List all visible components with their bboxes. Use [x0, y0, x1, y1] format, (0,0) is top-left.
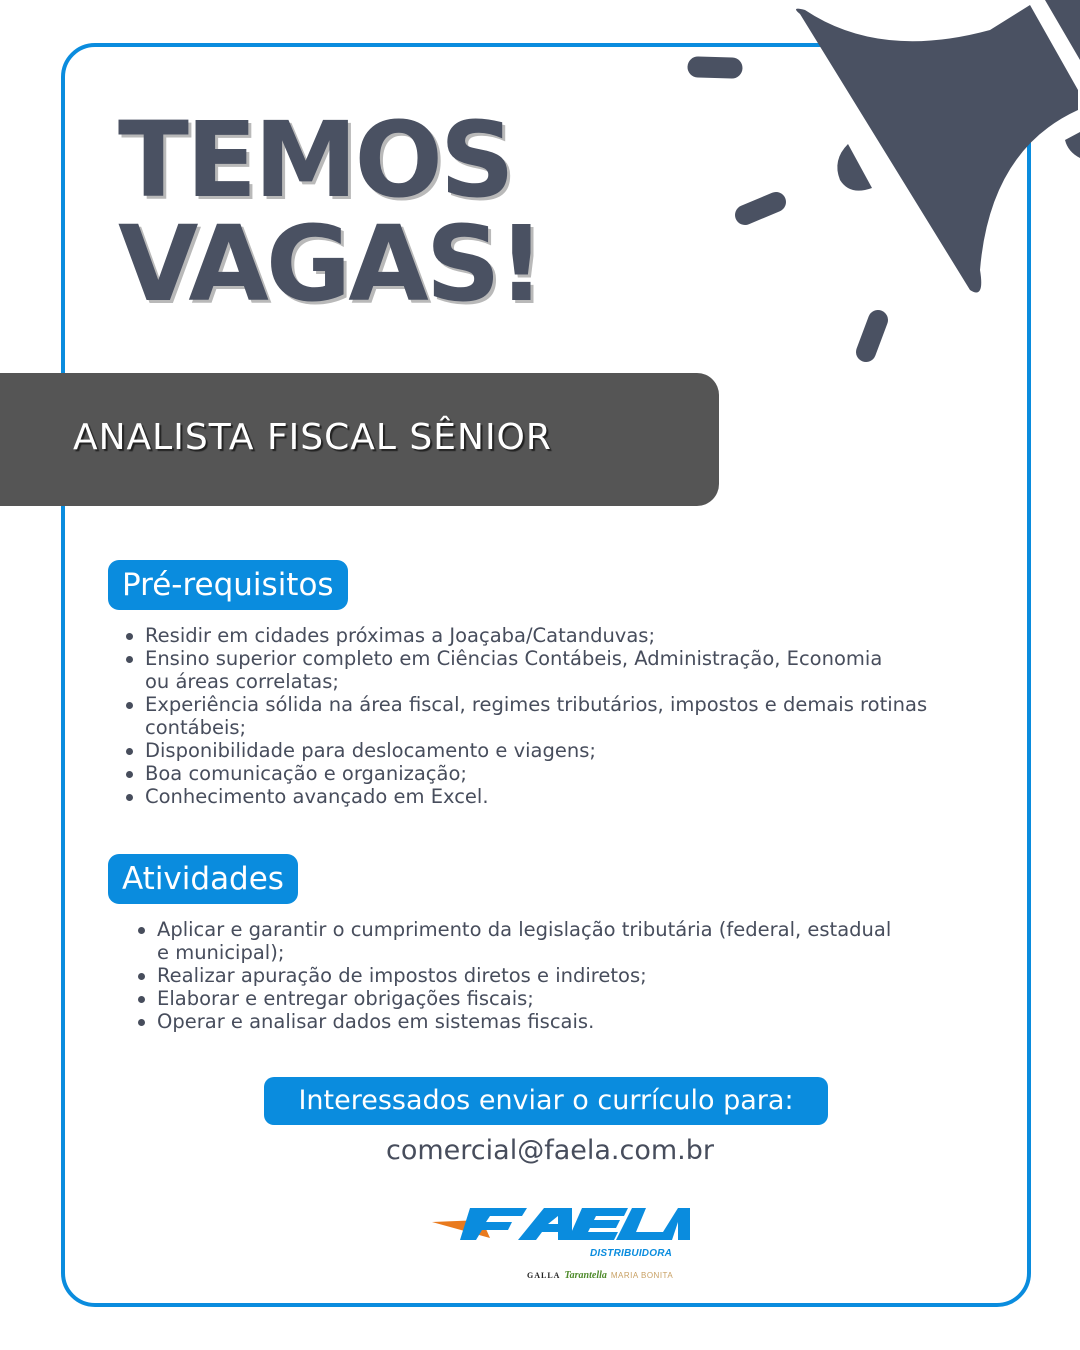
activities-list: [135, 918, 895, 1033]
cta-banner: Interessados enviar o currículo para:: [264, 1077, 828, 1125]
brand-galla: GALLA: [527, 1271, 561, 1280]
list-item: Operar e analisar dados em sistemas fiscais.: [135, 1010, 895, 1033]
prerequisites-list: [123, 624, 943, 808]
activities-heading: Atividades: [108, 854, 298, 904]
list-item: Realizar apuração de impostos diretos e indiretos;: [135, 964, 895, 987]
partner-brands: [527, 1270, 673, 1281]
job-title-banner: [0, 373, 719, 506]
brand-maria-bonita: MARIA BONITA: [610, 1271, 674, 1280]
list-item: Aplicar e garantir o cumprimento da legislação tributária (federal, estadual e municipal);: [135, 918, 895, 964]
brand-tarantella: Tarantella: [564, 1270, 607, 1281]
list-item: Conhecimento avançado em Excel.: [123, 785, 943, 808]
list-item: Experiência sólida na área fiscal, regimes tributários, impostos e demais rotinas contábeis;: [123, 693, 943, 739]
faela-logo: [432, 1200, 702, 1295]
list-item: Elaborar e entregar obrigações fiscais;: [135, 987, 895, 1010]
faela-wordmark-icon: [432, 1200, 702, 1250]
headline-line-1: TEMOS: [118, 99, 512, 221]
prerequisites-heading: Pré-requisitos: [108, 560, 348, 610]
list-item: Residir em cidades próximas a Joaçaba/Catanduvas;: [123, 624, 943, 647]
headline-line-2: VAGAS!: [118, 203, 543, 325]
list-item: Ensino superior completo em Ciências Contábeis, Administração, Economia ou áreas correlatas;: [123, 647, 885, 693]
logo-subtitle: DISTRIBUIDORA: [590, 1248, 673, 1259]
job-title: ANALISTA FISCAL SÊNIOR: [73, 417, 552, 458]
list-item: Disponibilidade para deslocamento e viagens;: [123, 739, 943, 762]
list-item: Boa comunicação e organização;: [123, 762, 943, 785]
headline: [118, 99, 543, 325]
contact-email-link[interactable]: comercial@faela.com.br: [386, 1135, 714, 1166]
